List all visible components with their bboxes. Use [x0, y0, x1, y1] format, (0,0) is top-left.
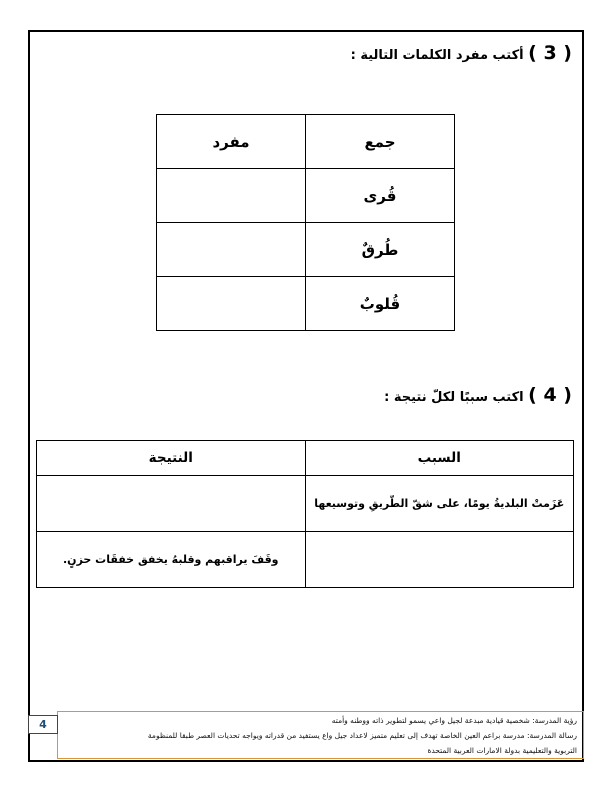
- cause-result-table: [36, 440, 574, 588]
- column-header-plural: جمع: [306, 115, 455, 169]
- singular-answer-cell[interactable]: [157, 223, 306, 277]
- plural-word-cell: طُرقٌ: [306, 223, 455, 277]
- school-mission-line: رسالة المدرسة: مدرسة براعم العين الخاصة تهدف إلى تعليم متميز لاعداد جيل واع يستفيد من قدراته ويواجه تحديات العصر طبقا للمنظومة: [147, 731, 577, 740]
- table-row: [37, 532, 574, 588]
- footer: [57, 711, 584, 759]
- table-header-row: [157, 115, 455, 169]
- question-3-title: أكتب مفرد الكلمات التالية :: [350, 48, 524, 63]
- table-row: [37, 476, 574, 532]
- plural-word-cell: قُرى: [306, 169, 455, 223]
- plural-word-cell: قُلوبٌ: [306, 277, 455, 331]
- school-vision-line: رؤية المدرسة: شخصية قيادية مبدعة لجيل واعي يسمو لتطوير ذاته ووطنه وأمته: [331, 716, 577, 725]
- table-row: [157, 223, 455, 277]
- cause-text-cell: عَزَمتْ البلديةُ يومًا، على شقّ الطّريقِ وتوسيعها: [305, 476, 574, 532]
- table-row: [157, 277, 455, 331]
- singular-answer-cell[interactable]: [157, 169, 306, 223]
- question-4-number: ( 4 ): [528, 384, 572, 406]
- page-number-box: [28, 715, 58, 734]
- result-answer-cell[interactable]: [37, 476, 306, 532]
- page-number: 4: [39, 718, 47, 731]
- singular-answer-cell[interactable]: [157, 277, 306, 331]
- question-3-number: ( 3 ): [528, 42, 572, 64]
- table-header-row: [37, 441, 574, 476]
- column-header-result: النتيجة: [37, 441, 306, 476]
- result-text-cell: وقَفَ يراقبهم وقلبهُ يخفق خفقَات حزنٍ.: [37, 532, 306, 588]
- question-4-title: اكتب سببًا لكلّ نتيجة :: [384, 390, 524, 405]
- table-row: [157, 169, 455, 223]
- singular-plural-table: [156, 114, 455, 331]
- question-3-heading: [351, 42, 572, 64]
- column-header-singular: مفرد: [157, 115, 306, 169]
- school-mission-continuation-line: التربوية والتعليمية بدولة الامارات العربية المتحدة: [427, 746, 577, 755]
- column-header-cause: السبب: [305, 441, 574, 476]
- question-4-heading: [384, 384, 572, 406]
- cause-answer-cell[interactable]: [305, 532, 574, 588]
